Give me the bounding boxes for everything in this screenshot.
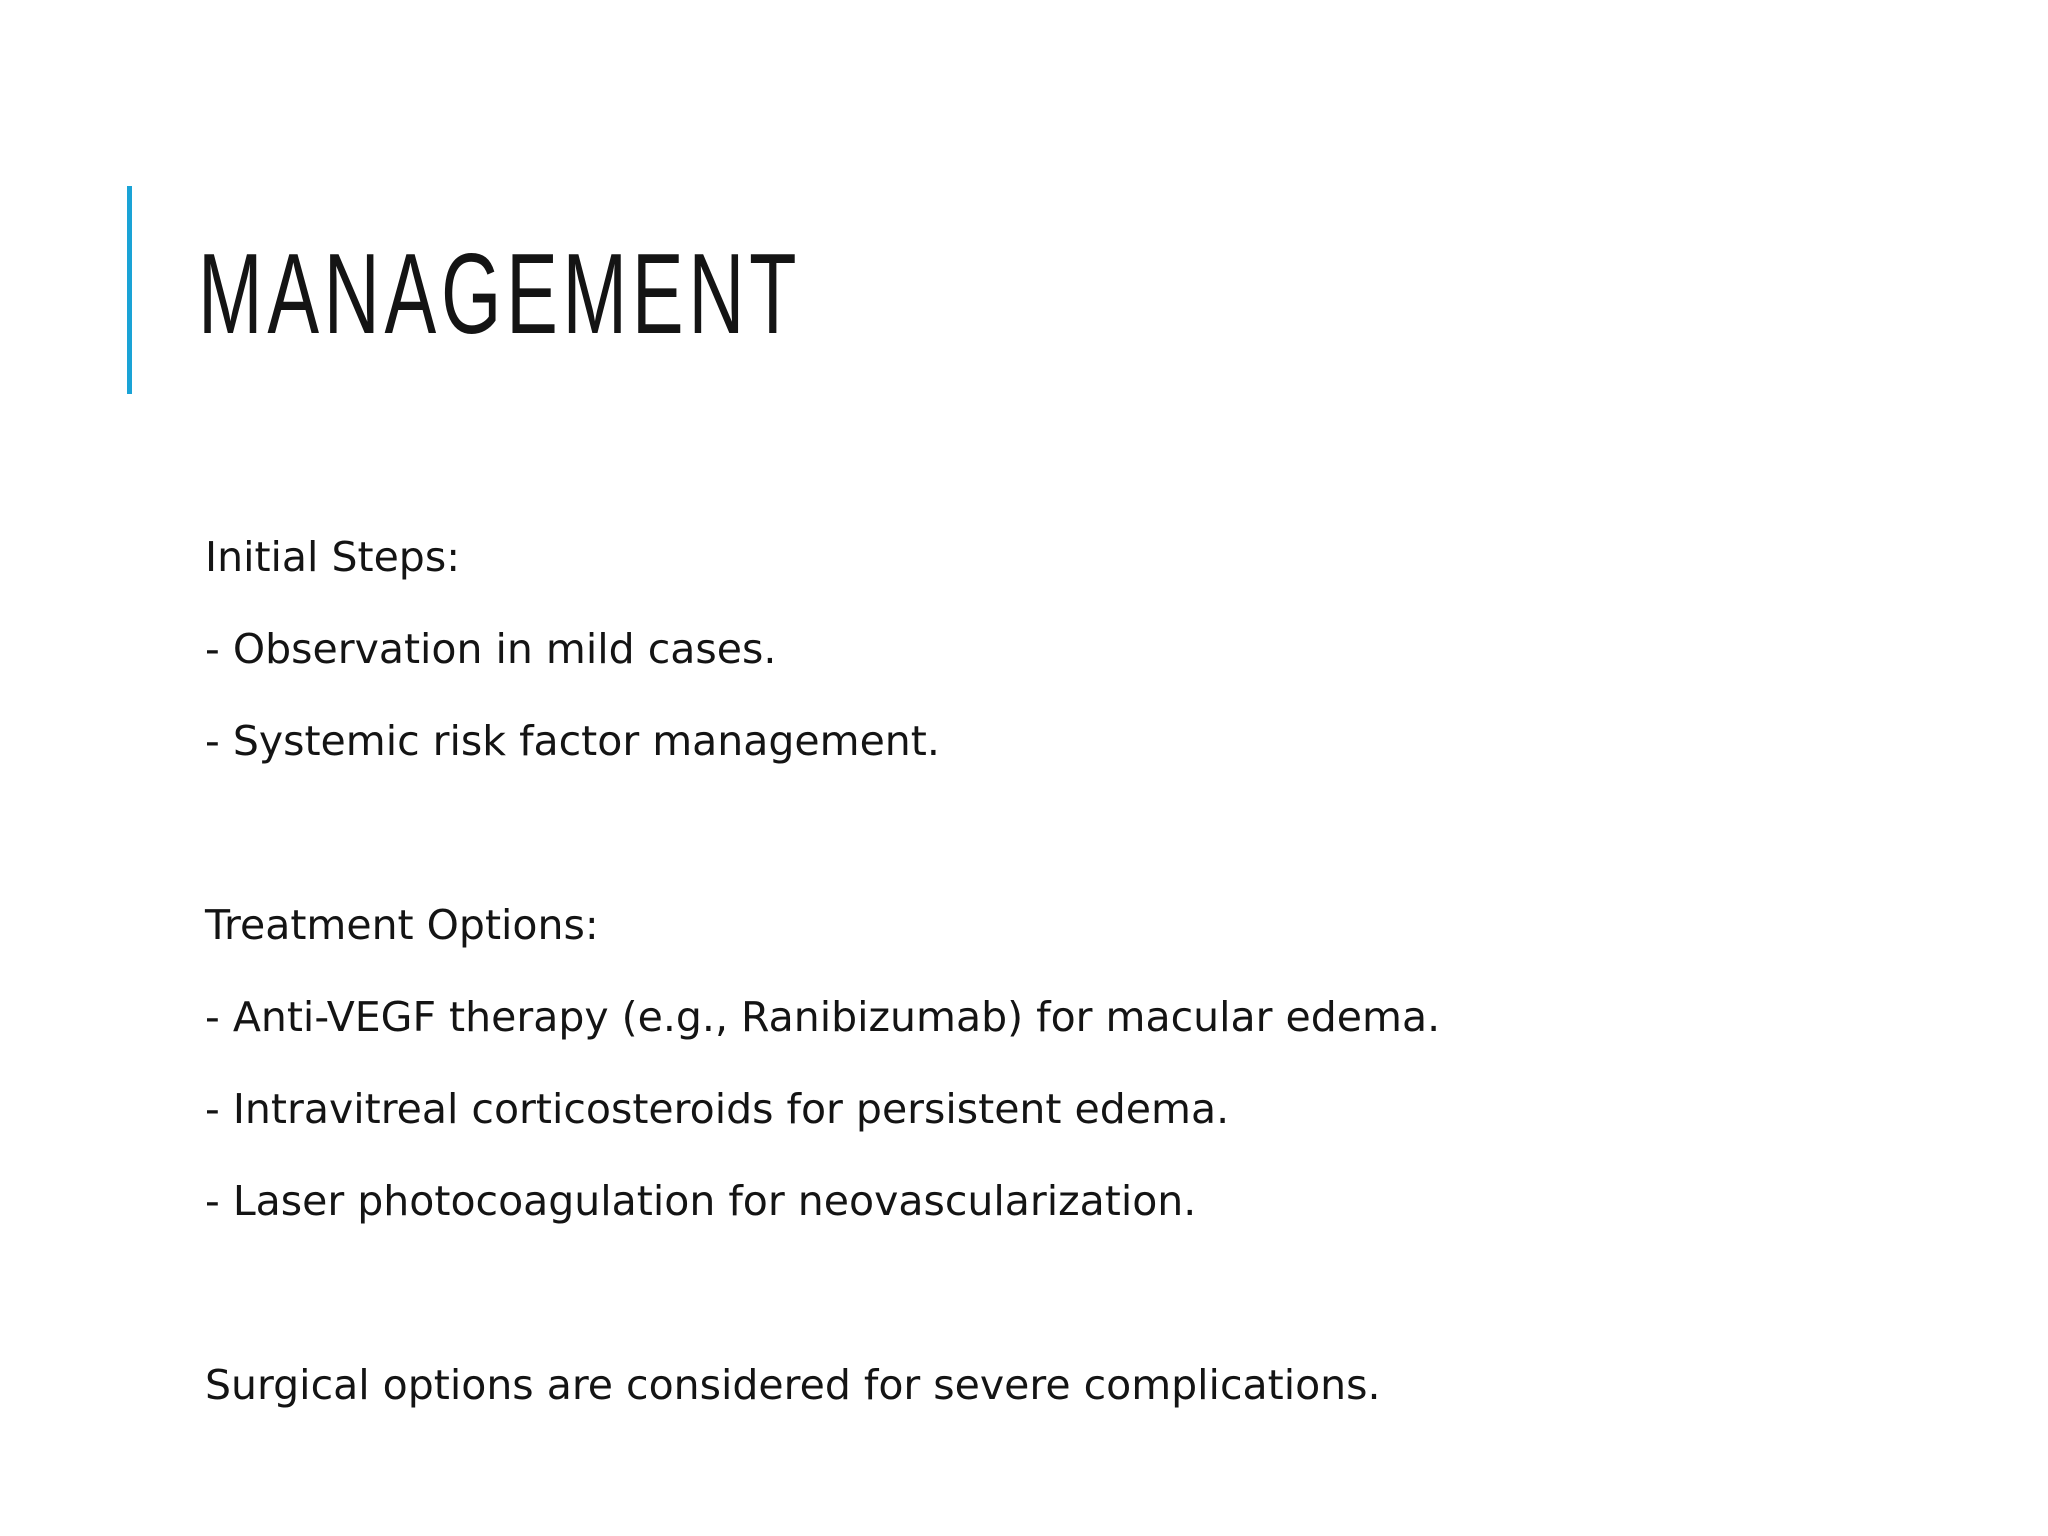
slide-body: [205, 527, 1905, 1447]
title-accent-bar: [127, 186, 132, 394]
section-heading-treatment-options: Treatment Options:: [205, 901, 599, 949]
bullet-anti-vegf: - Anti-VEGF therapy (e.g., Ranibizumab) for macular edema.: [205, 993, 1441, 1041]
surgical-options-note: Surgical options are considered for severe complications.: [205, 1361, 1381, 1409]
blank-line: [205, 803, 1905, 895]
bullet-corticosteroids: - Intravitreal corticosteroids for persistent edema.: [205, 1085, 1230, 1133]
bullet-risk-factor: - Systemic risk factor management.: [205, 717, 940, 765]
section-heading-initial-steps: Initial Steps:: [205, 533, 461, 581]
bullet-laser: - Laser photocoagulation for neovascularization.: [205, 1177, 1197, 1225]
blank-line: [205, 1263, 1905, 1355]
slide-title: MANAGEMENT: [198, 231, 802, 358]
bullet-observation: - Observation in mild cases.: [205, 625, 777, 673]
